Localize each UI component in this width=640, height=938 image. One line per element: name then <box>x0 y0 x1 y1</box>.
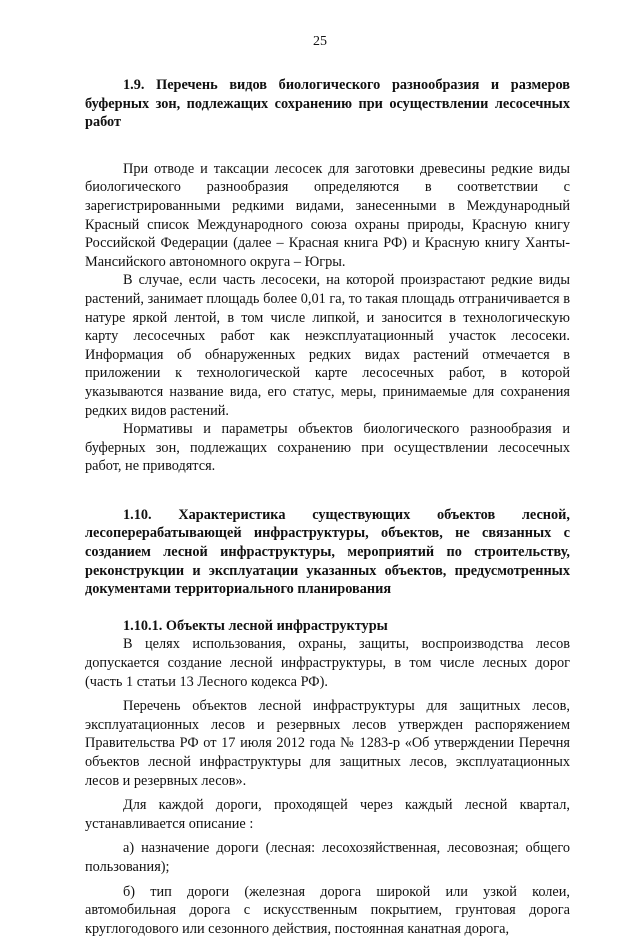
paragraph-norms-not-given: Нормативы и параметры объектов биологического разнообразия и буферных зон, подлежащих сохранению при осуществлении лесосечных работ, не приводятся. <box>85 421 570 475</box>
list-item-road-type: б) тип дороги (железная дорога широкой или узкой колеи, автомобильная дорога с искусственным покрытием, грунтовая дорога круглогодового или сезонного действия, постоянная канатная дорога, <box>85 883 570 937</box>
section-heading-1-9: 1.9. Перечень видов биологического разнообразия и размеров буферных зон, подлежащих сохранению при осуществлении лесосечных работ <box>85 77 570 131</box>
subsection-heading-1-10-1: 1.10.1. Объекты лесной инфраструктуры <box>123 617 388 634</box>
paragraph-infrastructure-list: Перечень объектов лесной инфраструктуры для защитных лесов, эксплуатационных лесов и резервных лесов утвержден распоряжением Правительства РФ от 17 июля 2012 года № 1283-р «Об утверждении Перечня объектов лесной инфраструктуры для защитных лесов, эксплуатационных лесов и резервных лесов». <box>85 698 570 789</box>
paragraph-road-description: Для каждой дороги, проходящей через каждый лесной квартал, устанавливается описание : <box>85 797 570 832</box>
paragraph-rare-species: При отводе и таксации лесосек для заготовки древесины редкие виды биологического разнообразия определяются в соответствии с зарегистрированными редкими видами, занесенными в Международный Красный список Международного союза охраны природы, Красную книгу Российской Федерации (далее – Красная книга РФ) и Красную книгу Ханты-Мансийского автономного округа – Югры. <box>85 160 570 270</box>
paragraph-plot-marking: В случае, если часть лесосеки, на которой произрастают редкие виды растений, занимает площадь более 0,01 га, то такая площадь отграничивается в натуре яркой лентой, в том числе липкой, и заносится в технологическую карту лесосечных работ как неэксплуатационный участок лесосеки. Информация об обнаруженных редких видах растений отмечается в приложении к технологической карте лесосечных работ, в которой указываются название вида, его статус, меры, принимаемые для сохранения редких видов растений. <box>85 272 570 419</box>
list-item-road-purpose: а) назначение дороги (лесная: лесохозяйственная, лесовозная; общего пользования); <box>85 840 570 875</box>
page-number: 25 <box>313 34 327 49</box>
page-content <box>85 76 570 938</box>
paragraph-infrastructure-purpose: В целях использования, охраны, защиты, воспроизводства лесов допускается создание лесной инфраструктуры, в том числе лесных дорог (часть 1 статьи 13 Лесного кодекса РФ). <box>85 636 570 690</box>
section-heading-1-10: 1.10. Характеристика существующих объектов лесной, лесоперерабатывающей инфраструктуры, объектов, не связанных с созданием лесной инфраструктуры, мероприятий по строительству, реконструкции и эксплуатации указанных объектов, предусмотренных документами территориального планирования <box>85 506 570 598</box>
